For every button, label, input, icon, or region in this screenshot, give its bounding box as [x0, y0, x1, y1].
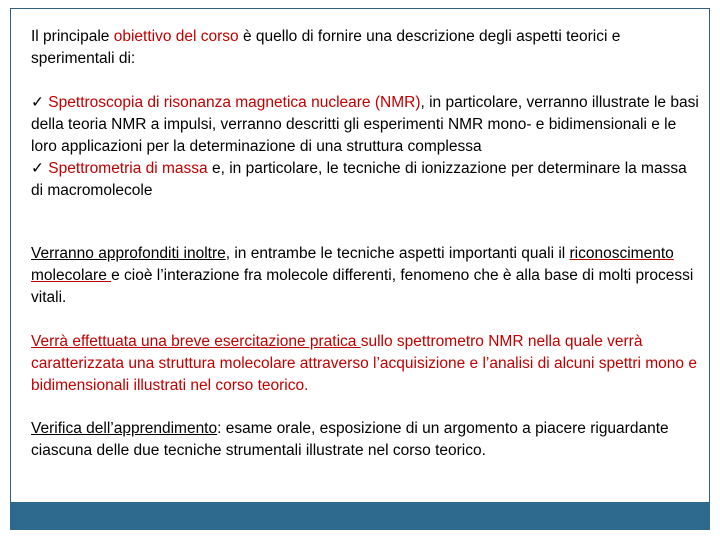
- bullet-item-mass: [31, 158, 701, 202]
- paragraph-text: e cioè l’interazione fra molecole differenti, fenomeno che è alla base di molti processi vitali.: [31, 267, 694, 306]
- paragraph-verifica: [31, 418, 701, 462]
- paragraph-approfondimenti: [31, 243, 701, 309]
- bullet-text: , in particolare, verranno illustrate le basi della teoria NMR a impulsi, verranno descritti gli esperimenti NMR mono- e bidimensionali e le loro applicazioni per la determinazione di una struttura complessa: [31, 94, 699, 155]
- paragraph-esercitazione: [31, 331, 701, 397]
- bullet-text: e, in particolare, le tecniche di ionizzazione per determinare la massa di macromolecole: [31, 160, 687, 199]
- paragraph-text: : esame orale, esposizione di un argomento a piacere riguardante ciascuna delle due tecniche strumentali illustrate nel corso teorico.: [31, 420, 669, 459]
- paragraph-text: , in entrambe le tecniche aspetti importanti quali il: [225, 245, 570, 262]
- intro-text: Il principale: [31, 28, 114, 45]
- bullet-highlight: Spettroscopia di risonanza magnetica nucleare (NMR): [44, 94, 421, 111]
- footer-bar: [10, 502, 710, 530]
- intro-highlight: obiettivo del corso: [113, 28, 239, 45]
- paragraph-text: sullo spettrometro NMR nella quale verrà caratterizzata una struttura molecolare attraverso l’acquisizione e l’analisi di alcuni spettri mono e bidimensionali illustrati nel corso teorico.: [31, 333, 697, 394]
- bullet-highlight: Spettrometria di massa: [44, 160, 208, 177]
- underlined-text: Verranno approfonditi inoltre: [31, 245, 226, 262]
- intro-paragraph: [31, 26, 701, 70]
- intro-text-rest: è quello di fornire una descrizione degli aspetti teorici e sperimentali di:: [31, 28, 621, 67]
- bullet-item-nmr: [31, 92, 701, 158]
- underlined-text: riconoscimento molecolare: [31, 245, 674, 284]
- checkmark-icon: ✓: [31, 160, 44, 177]
- checkmark-icon: ✓: [31, 94, 44, 111]
- underlined-text: Verrà effettuata una breve esercitazione pratica: [31, 333, 361, 350]
- bullet-list: [31, 92, 701, 202]
- underlined-text: Verifica dell’apprendimento: [31, 420, 218, 437]
